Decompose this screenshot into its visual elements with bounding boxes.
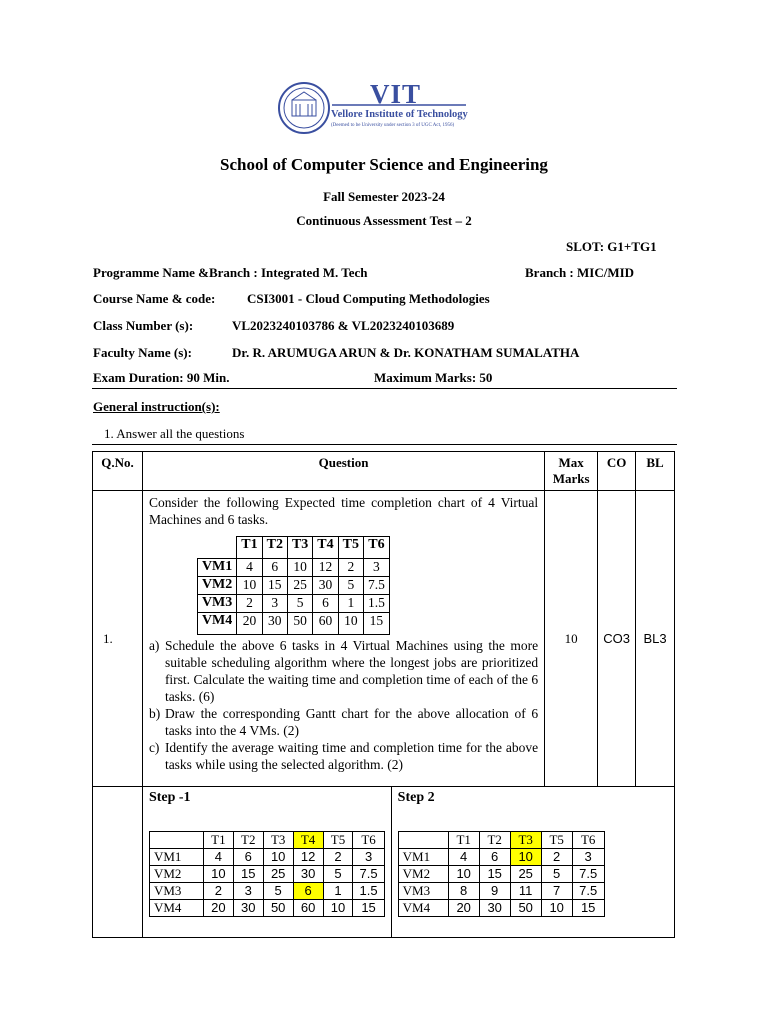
table-row — [197, 613, 389, 635]
step-cell: 30 — [293, 866, 323, 883]
step-col-header: T2 — [233, 832, 263, 849]
step-cell: 3 — [233, 883, 263, 900]
step-cell: 1.5 — [353, 883, 384, 900]
step-col-header: T2 — [479, 832, 510, 849]
divider — [92, 444, 677, 445]
step-cell: 10 — [448, 866, 479, 883]
step-cell: 15 — [479, 866, 510, 883]
slot: SLOT: G1+TG1 — [566, 239, 657, 254]
step-cell: 8 — [448, 883, 479, 900]
step-cell: 4 — [448, 849, 479, 866]
step-cell: 10 — [263, 849, 293, 866]
class-label: Class Number (s): — [93, 318, 194, 333]
step-col-header: T6 — [572, 832, 604, 849]
sub-question-b: b) Draw the corresponding Gantt chart for the above allocation of 6 tasks into the 4 VMs. (2) — [148, 706, 539, 738]
etc-cell: 5 — [338, 577, 363, 595]
step-col-header: T6 — [353, 832, 384, 849]
course-label: Course Name & code: — [93, 291, 216, 306]
step-cell: 5 — [263, 883, 293, 900]
step-col-header-highlighted: T4 — [293, 832, 323, 849]
question-table — [92, 451, 675, 938]
etc-cell: 2 — [237, 595, 262, 613]
table-row — [197, 577, 389, 595]
etc-cell: 1.5 — [363, 595, 389, 613]
step-cell: 20 — [448, 900, 479, 917]
step-row-header: VM4 — [149, 900, 203, 917]
bl-value: BL3 — [636, 491, 675, 787]
step-col-header-highlighted: T3 — [510, 832, 541, 849]
step-cell: 7.5 — [572, 866, 604, 883]
table-row — [197, 559, 389, 577]
table-row — [149, 883, 384, 900]
step-cell: 30 — [479, 900, 510, 917]
etc-table — [197, 536, 390, 635]
step-cell: 10 — [203, 866, 233, 883]
etc-cell: 15 — [363, 613, 389, 635]
etc-cell: 60 — [313, 613, 338, 635]
faculty-value: Dr. R. ARUMUGA ARUN & Dr. KONATHAM SUMALATHA — [232, 345, 580, 360]
table-row — [398, 849, 604, 866]
step-1-title: Step -1 — [148, 790, 191, 805]
etc-cell: 15 — [262, 577, 287, 595]
course-value: CSI3001 - Cloud Computing Methodologies — [247, 291, 490, 306]
step-row-header: VM3 — [149, 883, 203, 900]
step-cell: 3 — [353, 849, 384, 866]
table-row — [398, 866, 604, 883]
sub-questions — [143, 635, 544, 773]
step-col-header: T3 — [263, 832, 293, 849]
table-row — [398, 900, 604, 917]
exam-duration: Exam Duration: 90 Min. — [93, 370, 230, 385]
step-cell: 7.5 — [572, 883, 604, 900]
question-number: 1. — [93, 491, 143, 787]
step-cell: 10 — [323, 900, 353, 917]
test-name: Continuous Assessment Test – 2 — [296, 213, 472, 228]
step-cell: 6 — [233, 849, 263, 866]
class-value: VL2023240103786 & VL2023240103689 — [232, 318, 455, 333]
co-value: CO3 — [598, 491, 636, 787]
vit-logo — [276, 80, 468, 136]
table-row — [149, 849, 384, 866]
step-2-title: Step 2 — [397, 790, 435, 805]
etc-cell: 25 — [287, 577, 312, 595]
step-cell: 15 — [572, 900, 604, 917]
step-col-header: T1 — [203, 832, 233, 849]
logo-subtitle: Vellore Institute of Technology — [331, 109, 468, 120]
etc-cell: 4 — [237, 559, 262, 577]
step-1-table — [149, 831, 385, 917]
marks-value: 10 — [545, 491, 598, 787]
header-max-marks: Max Marks — [545, 452, 598, 491]
etc-cell: 3 — [262, 595, 287, 613]
etc-cell: 2 — [338, 559, 363, 577]
logo-tagline: (Deemed to be University under section 3 of UGC Act, 1956) — [331, 123, 455, 128]
etc-row-header: VM1 — [197, 559, 236, 577]
etc-cell: 10 — [237, 577, 262, 595]
step-cell-highlighted: 6 — [293, 883, 323, 900]
step-col-header: T1 — [448, 832, 479, 849]
step-cell: 20 — [203, 900, 233, 917]
etc-cell: 6 — [262, 559, 287, 577]
etc-cell: 30 — [262, 613, 287, 635]
step-cell: 25 — [510, 866, 541, 883]
instruction-item: 1. Answer all the questions — [104, 426, 245, 441]
step-cell: 50 — [510, 900, 541, 917]
etc-cell: 50 — [287, 613, 312, 635]
step-1-cell — [142, 787, 391, 938]
question-cell — [142, 491, 544, 787]
table-row — [197, 595, 389, 613]
step-cell: 12 — [293, 849, 323, 866]
step-2-cell — [391, 787, 674, 938]
step-row-header: VM2 — [398, 866, 448, 883]
etc-cell: 3 — [363, 559, 389, 577]
etc-cell: 20 — [237, 613, 262, 635]
step-cell: 50 — [263, 900, 293, 917]
step-cell: 15 — [233, 866, 263, 883]
header-question: Question — [142, 452, 544, 491]
divider — [92, 388, 677, 389]
step-col-header: T5 — [541, 832, 572, 849]
step-cell: 7.5 — [353, 866, 384, 883]
etc-col-header: T1 — [237, 537, 262, 559]
table-row — [398, 883, 604, 900]
step-cell: 2 — [541, 849, 572, 866]
logo-name: VIT — [370, 79, 422, 109]
step-cell: 4 — [203, 849, 233, 866]
step-col-header: T5 — [323, 832, 353, 849]
step-cell: 7 — [541, 883, 572, 900]
step-cell: 11 — [510, 883, 541, 900]
semester: Fall Semester 2023-24 — [323, 189, 445, 204]
step-row-header: VM1 — [398, 849, 448, 866]
step-row-header: VM2 — [149, 866, 203, 883]
etc-col-header: T2 — [262, 537, 287, 559]
etc-row-header: VM3 — [197, 595, 236, 613]
step-cell: 30 — [233, 900, 263, 917]
step-cell: 2 — [203, 883, 233, 900]
etc-cell: 1 — [338, 595, 363, 613]
table-row — [149, 866, 384, 883]
step-cell: 6 — [479, 849, 510, 866]
header-qno: Q.No. — [93, 452, 143, 491]
step-cell-highlighted: 10 — [510, 849, 541, 866]
sub-question-c: c) Identify the average waiting time and completion time for the above tasks while using the selected algorithm. (2) — [148, 740, 539, 772]
etc-cell: 10 — [338, 613, 363, 635]
etc-cell: 30 — [313, 577, 338, 595]
header-co: CO — [598, 452, 636, 491]
max-marks: Maximum Marks: 50 — [374, 370, 493, 385]
school-title: School of Computer Science and Engineering — [220, 155, 548, 174]
step-cell: 15 — [353, 900, 384, 917]
etc-cell: 5 — [287, 595, 312, 613]
step-row-header: VM3 — [398, 883, 448, 900]
programme: Programme Name &Branch : Integrated M. Tech — [93, 265, 368, 280]
step-cell: 60 — [293, 900, 323, 917]
etc-cell: 10 — [287, 559, 312, 577]
sub-question-a: a) Schedule the above 6 tasks in 4 Virtual Machines using the more suitable scheduling algorithm where the longest jobs are prioritized first. Calculate the waiting time and completion time of each of the 6 tasks. (6) — [148, 638, 539, 704]
etc-col-header: T3 — [287, 537, 312, 559]
etc-cell: 12 — [313, 559, 338, 577]
question-intro: Consider the following Expected time completion chart of 4 Virtual Machines and 6 tasks. — [148, 495, 539, 527]
etc-col-header: T4 — [313, 537, 338, 559]
step-cell: 5 — [541, 866, 572, 883]
step-cell: 10 — [541, 900, 572, 917]
etc-row-header: VM4 — [197, 613, 236, 635]
step-cell: 5 — [323, 866, 353, 883]
branch: Branch : MIC/MID — [525, 265, 635, 280]
step-cell: 25 — [263, 866, 293, 883]
etc-col-header: T5 — [338, 537, 363, 559]
etc-cell: 6 — [313, 595, 338, 613]
step-row-header: VM1 — [149, 849, 203, 866]
etc-cell: 7.5 — [363, 577, 389, 595]
step-cell: 1 — [323, 883, 353, 900]
header-bl: BL — [636, 452, 675, 491]
step-cell: 3 — [572, 849, 604, 866]
etc-col-header: T6 — [363, 537, 389, 559]
step-row-header: VM4 — [398, 900, 448, 917]
step-cell: 2 — [323, 849, 353, 866]
step-cell: 9 — [479, 883, 510, 900]
instructions-title: General instruction(s): — [93, 399, 220, 414]
table-row — [149, 900, 384, 917]
etc-row-header: VM2 — [197, 577, 236, 595]
faculty-label: Faculty Name (s): — [93, 345, 192, 360]
step-2-table — [398, 831, 605, 917]
